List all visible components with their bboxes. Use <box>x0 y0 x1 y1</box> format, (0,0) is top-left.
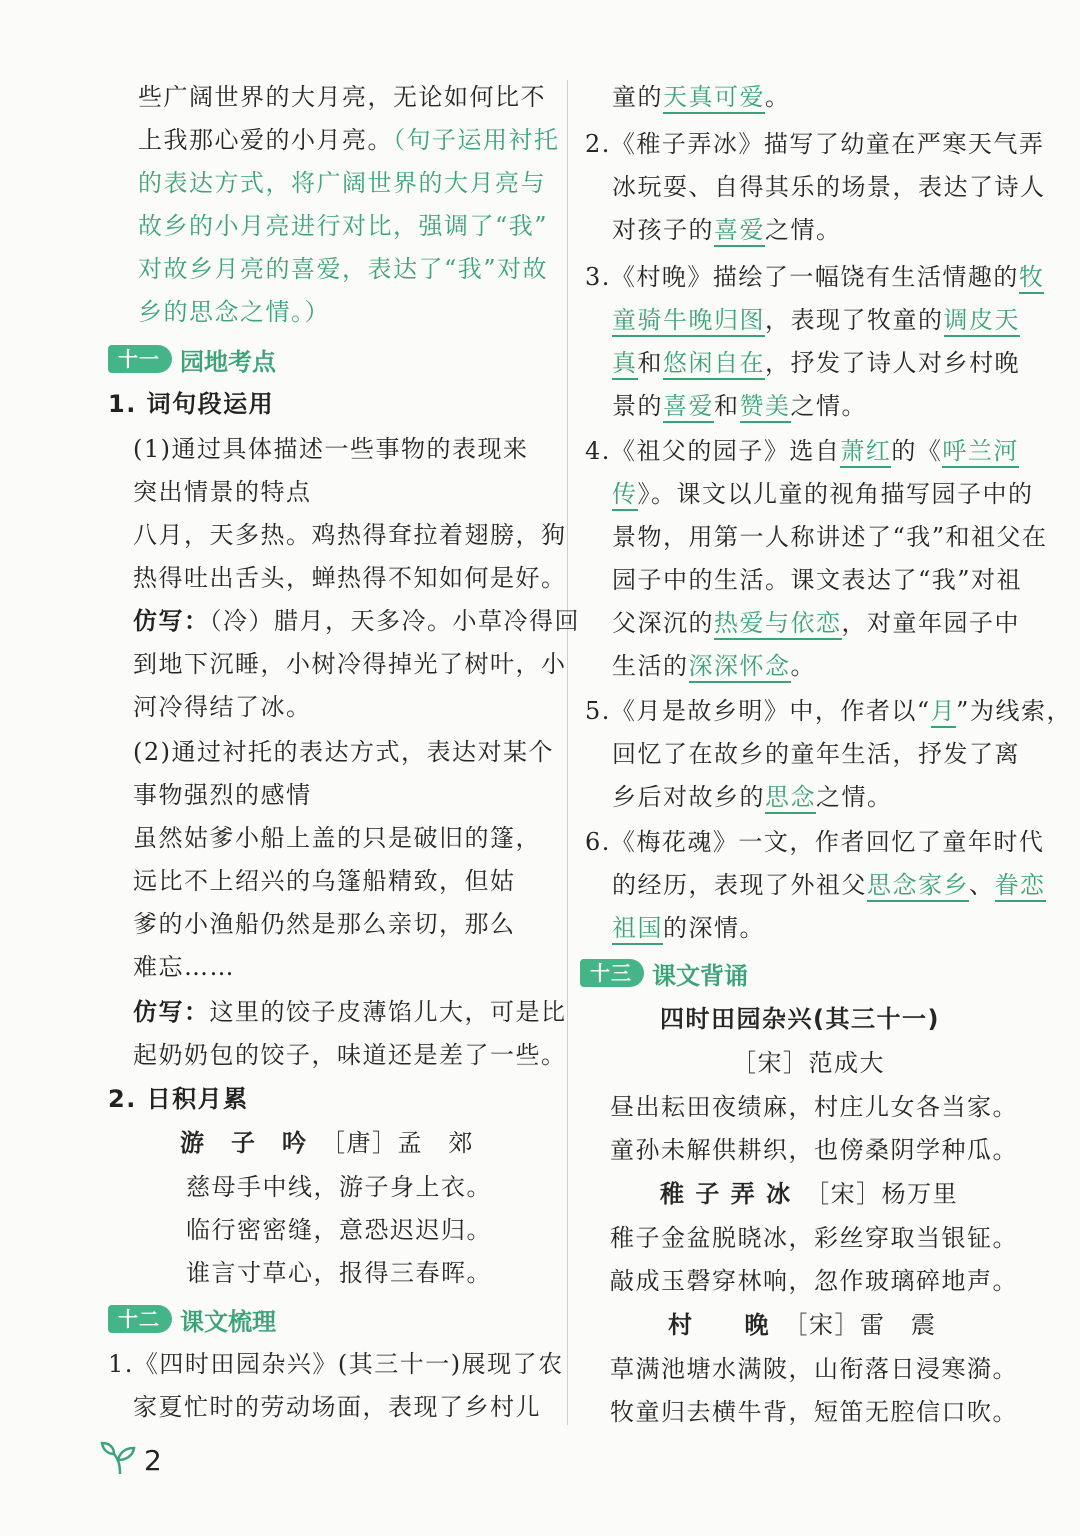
text-line <box>612 870 1046 900</box>
text-line <box>138 125 560 155</box>
poem-line: 昼出耘田夜绩麻，村庄儿女各当家。 <box>610 1093 1018 1121</box>
text-line: 2.《稚子弄冰》描写了幼童在严寒天气弄 <box>585 130 1045 158</box>
text-line <box>612 305 1020 335</box>
section-header-13 <box>580 956 748 990</box>
text-line: 爹的小渔船仍然是那么亲切，那么 <box>133 910 516 938</box>
text-line <box>612 782 893 812</box>
text-line: 事物强烈的感情 <box>133 781 312 809</box>
text-run: 之情。 <box>816 783 893 811</box>
text-line: 些广阔世界的大月亮，无论如何比不 <box>138 83 546 111</box>
text-run: ，表现了牧童的 <box>765 306 944 334</box>
poem-author: ［唐］孟 郊 <box>333 1129 474 1157</box>
answer-blank: 赞美 <box>740 392 791 423</box>
answer-blank: 童骑牛晚归图 <box>612 306 765 337</box>
text-line: 河冷得结了冰。 <box>133 693 312 721</box>
text-line: 热得吐出舌头，蝉热得不知如何是好。 <box>133 564 567 592</box>
label: 仿写： <box>133 997 210 1026</box>
answer-blank: 喜爱 <box>714 216 765 247</box>
section-badge: 十三 <box>580 959 644 987</box>
item-heading: 1. 词句段运用 <box>108 390 275 418</box>
poem-line: 草满池塘水满陂，山衔落日浸寒漪。 <box>610 1355 1018 1383</box>
answer-blank: 喜爱 <box>663 392 714 423</box>
text-line <box>612 479 1034 509</box>
text-run: 景的 <box>612 392 663 420</box>
answer-blank: 月 <box>931 697 957 728</box>
text-run: 这里的饺子皮薄馅儿大，可是比 <box>209 998 567 1026</box>
text-line: (1)通过具体描述一些事物的表现来 <box>133 435 529 463</box>
poem-header <box>180 1128 474 1158</box>
text-run: 。 <box>765 83 791 111</box>
text-run: 童的 <box>612 83 663 111</box>
text-run: ，抒发了诗人对乡村晚 <box>765 349 1020 377</box>
answer-blank: 祖国 <box>612 914 663 945</box>
text-line: 家夏忙时的劳动场面，表现了乡村儿 <box>133 1393 541 1421</box>
text-line: 远比不上绍兴的乌篷船精致，但姑 <box>133 867 516 895</box>
text-line: 突出情景的特点 <box>133 478 312 506</box>
poem-title: 四时田园杂兴(其三十一) <box>660 1005 940 1033</box>
text-run: 之情。 <box>790 392 867 420</box>
poem-line: 稚子金盆脱晓冰，彩丝穿取当银钲。 <box>610 1224 1018 1252</box>
poem-line: 牧童归去横牛背，短笛无腔信口吹。 <box>610 1398 1018 1426</box>
text-line: 难忘…… <box>133 953 235 981</box>
text-line: 八月，天多热。鸡热得耷拉着翅膀，狗 <box>133 521 567 549</box>
answer-blank: 萧红 <box>840 437 891 468</box>
text-run: 的深情。 <box>663 914 765 942</box>
text-line: 虽然姑爹小船上盖的只是破旧的篷， <box>133 824 541 852</box>
text-run: ”为线索， <box>956 697 1072 725</box>
poem-author: ［宋］范成大 <box>732 1049 885 1077</box>
text-line: 6.《梅花魂》一文，作者回忆了童年时代 <box>585 828 1045 856</box>
text-line: 起奶奶包的饺子，味道还是差了一些。 <box>133 1041 567 1069</box>
text-line <box>612 215 842 245</box>
text-run: 的经历，表现了外祖父 <box>612 871 867 899</box>
section-header-11 <box>108 342 276 376</box>
poem-line: 谁言寸草心，报得三春晖。 <box>186 1259 492 1287</box>
text-run: 父深沉的 <box>612 609 714 637</box>
poem-title: 稚 子 弄 冰 <box>660 1180 792 1208</box>
text-line: 园子中的生活。课文表达了“我”对祖 <box>612 566 1023 594</box>
text-line: 1.《四时田园杂兴》(其三十一)展现了农 <box>108 1350 564 1378</box>
section-title: 课文背诵 <box>652 961 748 990</box>
answer-blank: 天真可爱 <box>663 83 765 114</box>
text-line: 到地下沉睡，小树冷得掉光了树叶，小 <box>133 650 567 678</box>
answer-blank: 传 <box>612 480 638 511</box>
answer-blank: 热爱与依恋 <box>714 609 842 640</box>
poem-line: 童孙未解供耕织，也傍桑阴学种瓜。 <box>610 1136 1018 1164</box>
text-run: 之情。 <box>765 216 842 244</box>
text-run: 5.《月是故乡明》中，作者以“ <box>585 697 931 725</box>
text-line <box>612 913 765 943</box>
text-run: 的《 <box>891 437 943 465</box>
text-line <box>612 348 1020 378</box>
answer-blank: 牧 <box>1019 263 1045 294</box>
poem-author: ［宋］杨万里 <box>817 1180 959 1208</box>
text-run: 4.《祖父的园子》选自 <box>585 437 841 465</box>
text-run: 》。课文以儿童的视角描写园子中的 <box>637 480 1034 508</box>
section-header-12 <box>108 1302 276 1336</box>
analysis-note: （句子运用衬托 <box>393 126 560 154</box>
text-line: 景物，用第一人称讲述了“我”和祖父在 <box>612 523 1048 551</box>
poem-author: ［宋］雷 震 <box>795 1311 937 1339</box>
text-run: ，对童年园子中 <box>841 609 1020 637</box>
text-run: 上我那心爱的小月亮。 <box>138 126 393 154</box>
item-heading: 2. 日积月累 <box>108 1085 249 1113</box>
poem-line: 敲成玉磬穿林响，忽作玻璃碎地声。 <box>610 1267 1018 1295</box>
section-badge: 十一 <box>108 345 172 373</box>
text-line <box>612 608 1020 638</box>
analysis-note: 故乡的小月亮进行对比，强调了“我” <box>138 212 549 240</box>
answer-blank: 思念家乡 <box>867 871 969 902</box>
answer-blank: 呼兰河 <box>942 437 1019 468</box>
poem-header <box>660 1179 958 1209</box>
section-title: 课文梳理 <box>180 1307 276 1336</box>
text-line <box>585 696 1072 726</box>
page-number: 2 <box>144 1444 162 1477</box>
text-run: （冷）腊月，天多冷。小草冷得回 <box>209 607 580 635</box>
poem-line: 临行密密缝，意恐迟迟归。 <box>186 1216 492 1244</box>
answer-blank: 真 <box>612 349 638 380</box>
answer-blank: 思念 <box>765 783 816 814</box>
text-line <box>612 391 867 421</box>
text-line <box>612 82 791 112</box>
poem-title: 村 晚 <box>668 1311 770 1339</box>
text-run: 和 <box>637 349 663 377</box>
text-line: (2)通过衬托的表达方式，表达对某个 <box>133 738 554 766</box>
page-footer <box>100 1440 162 1476</box>
text-line <box>585 262 1044 292</box>
text-run: 3.《村晚》描绘了一幅饶有生活情趣的 <box>585 263 1019 291</box>
poem-title: 游 子 吟 <box>180 1129 308 1157</box>
analysis-note: 乡的思念之情。） <box>138 298 330 326</box>
column-divider <box>567 80 568 1425</box>
answer-blank: 悠闲自在 <box>663 349 765 380</box>
text-run: 对孩子的 <box>612 216 714 244</box>
analysis-note: 的表达方式，将广阔世界的大月亮与 <box>138 169 546 197</box>
text-line <box>133 606 580 636</box>
sprout-icon <box>100 1440 142 1476</box>
text-run: 乡后对故乡的 <box>612 783 765 811</box>
answer-blank: 眷恋 <box>995 871 1046 902</box>
text-line: 回忆了在故乡的童年生活，抒发了离 <box>612 740 1020 768</box>
text-run: 。 <box>790 652 816 680</box>
text-line <box>612 651 816 681</box>
text-line: 冰玩耍、自得其乐的场景，表达了诗人 <box>612 173 1046 201</box>
poem-header <box>668 1310 937 1340</box>
analysis-note: 对故乡月亮的喜爱，表达了“我”对故 <box>138 255 549 283</box>
label: 仿写： <box>133 606 210 635</box>
text-run: 生活的 <box>612 652 689 680</box>
section-title: 园地考点 <box>180 347 276 376</box>
text-line <box>585 436 1019 466</box>
section-badge: 十二 <box>108 1305 172 1333</box>
text-run: 、 <box>969 871 995 899</box>
text-run: 和 <box>714 392 740 420</box>
answer-blank: 深深怀念 <box>689 652 791 683</box>
answer-blank: 调皮天 <box>944 306 1021 337</box>
poem-line: 慈母手中线，游子身上衣。 <box>186 1173 492 1201</box>
text-line <box>133 997 567 1027</box>
